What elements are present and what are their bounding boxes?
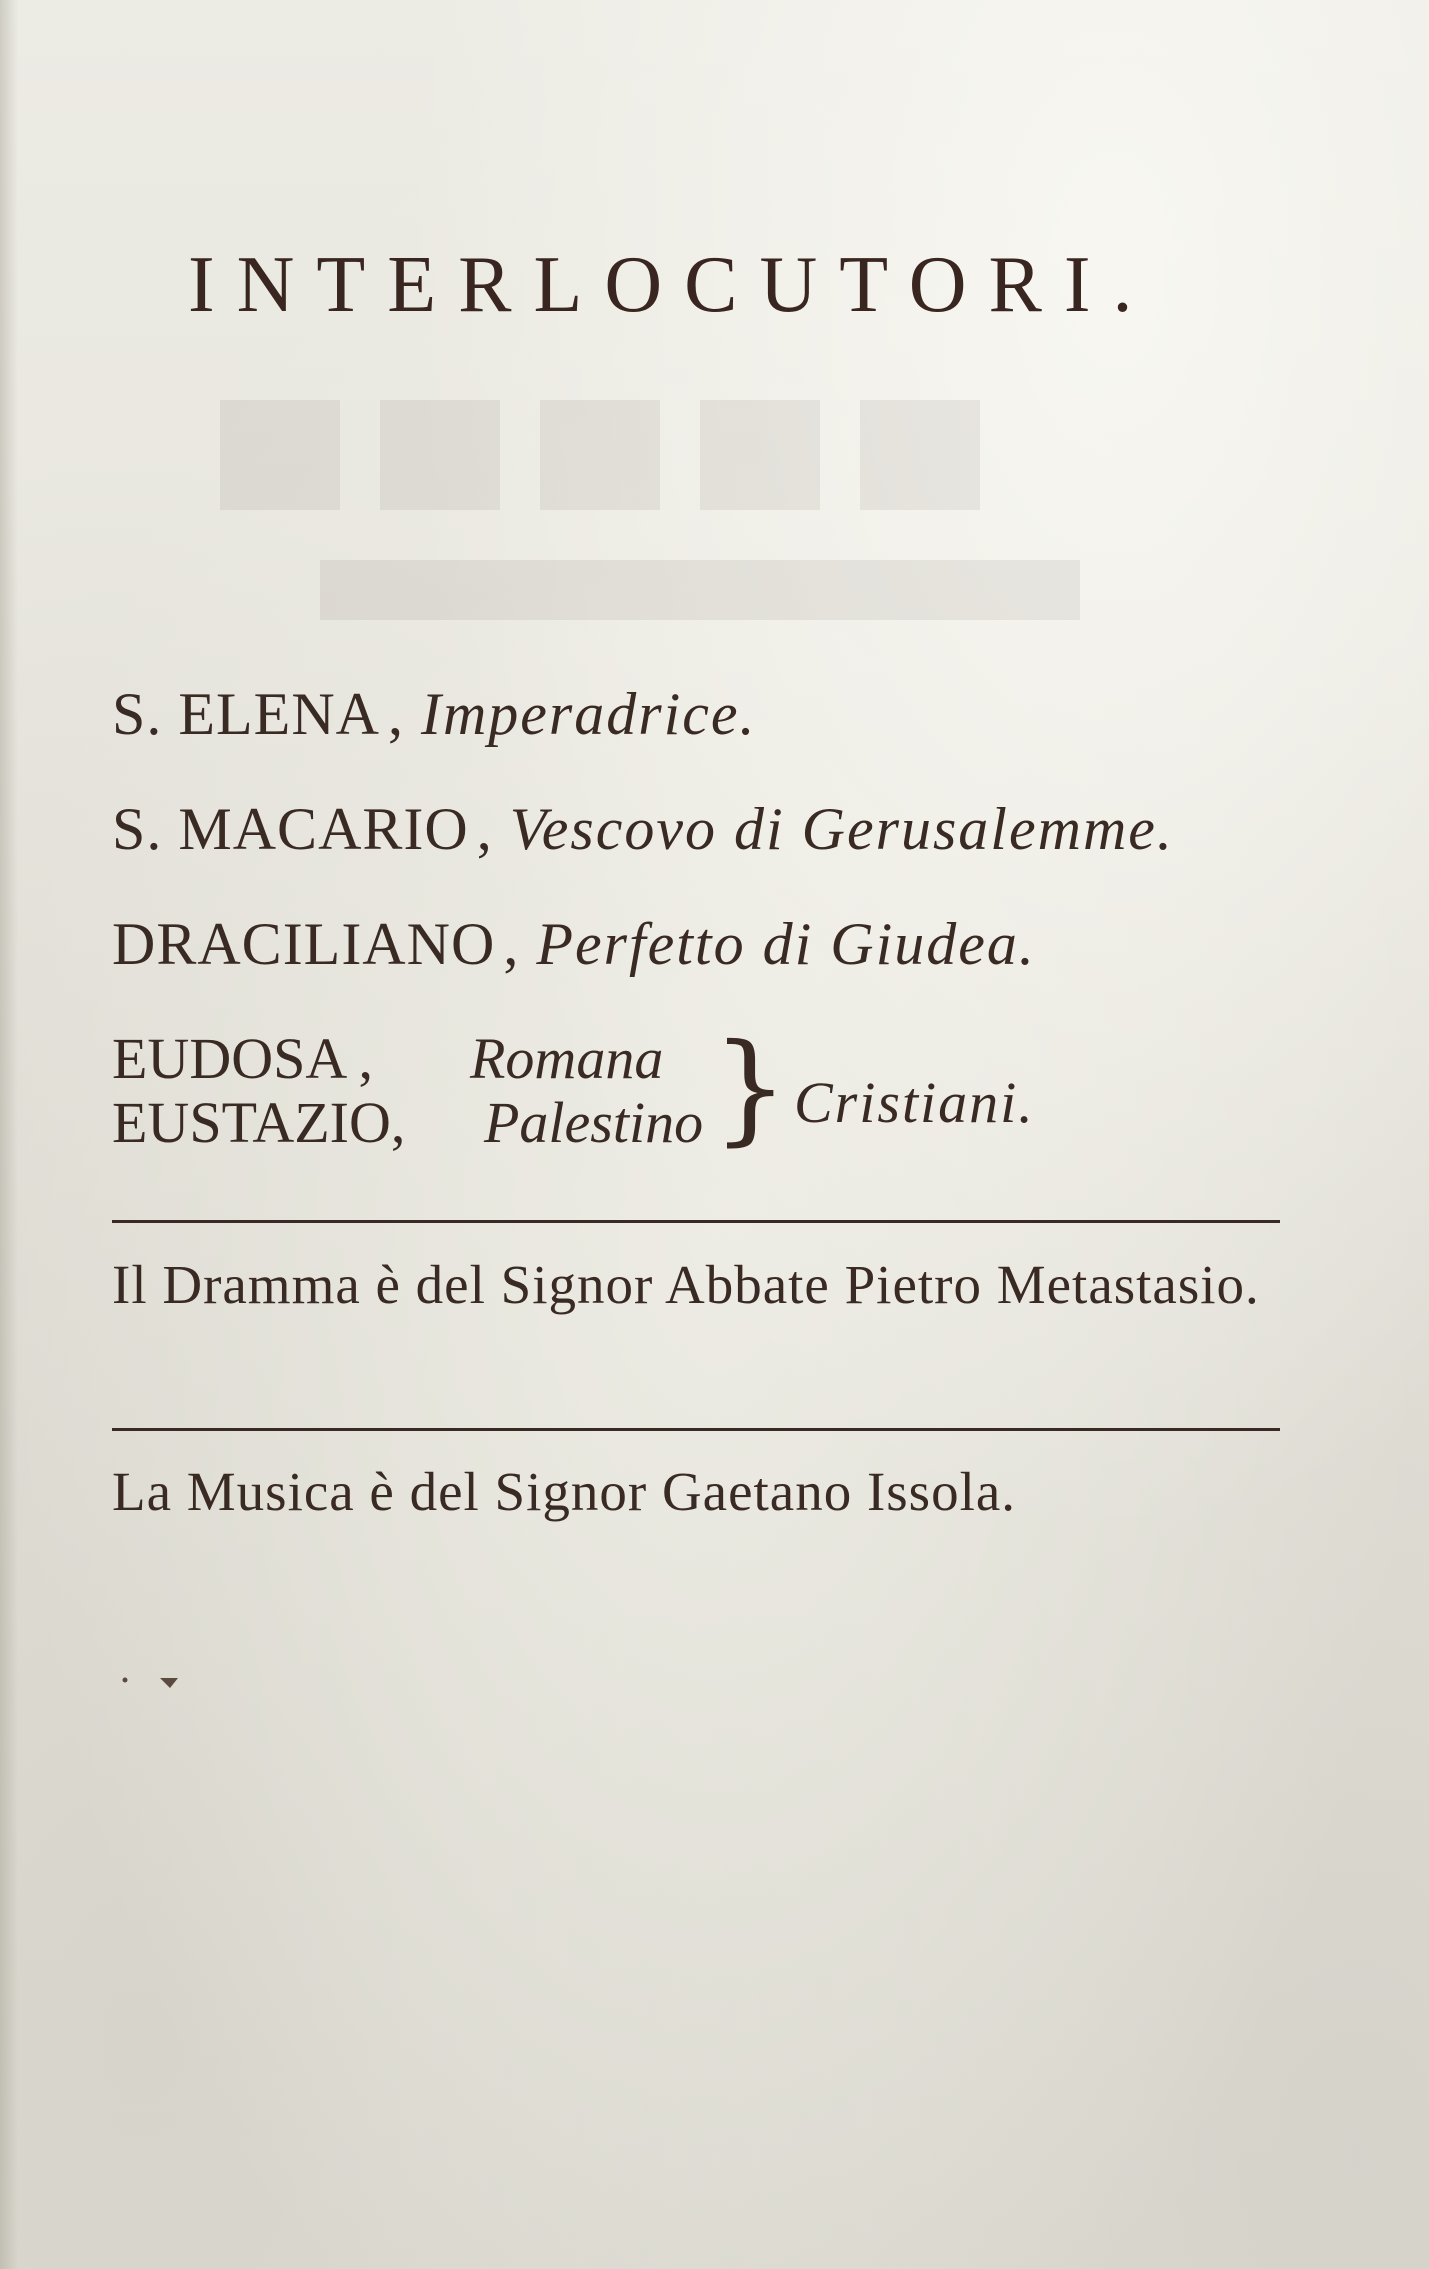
libretto-credit: Il Dramma è del Signor Abbate Pietro Metastasio. <box>112 1254 1260 1315</box>
character-role: Perfetto di Giudea. <box>536 911 1036 977</box>
page-edge-shadow <box>0 0 18 2269</box>
group-member-role: Palestino <box>484 1090 704 1155</box>
grouping-brace: } <box>712 1019 789 1158</box>
character-group <box>112 1019 1112 1165</box>
comma-separator: , <box>476 796 492 862</box>
show-through-text <box>200 380 1200 680</box>
character-row <box>112 795 1174 864</box>
ink-speck <box>120 1672 190 1692</box>
comma-separator: , <box>503 911 519 977</box>
character-row <box>112 680 757 749</box>
divider-rule <box>112 1428 1280 1431</box>
character-name: S. ELENA <box>112 681 380 747</box>
music-credit: La Musica è del Signor Gaetano Issola. <box>112 1461 1017 1522</box>
character-name: S. MACARIO <box>112 796 469 862</box>
group-shared-role: Cristiani. <box>794 1070 1035 1135</box>
character-role: Vescovo di Gerusalemme. <box>509 796 1174 862</box>
group-member-name: EUDOSA , <box>112 1026 374 1091</box>
character-name: DRACILIANO <box>112 911 496 977</box>
comma-separator: , <box>387 681 403 747</box>
page-title: INTERLOCUTORI. <box>188 241 1155 329</box>
character-role: Imperadrice. <box>420 681 757 747</box>
group-member-role: Romana <box>470 1026 664 1091</box>
group-member-name: EUSTAZIO, <box>112 1090 406 1155</box>
character-row <box>112 910 1036 979</box>
divider-rule <box>112 1220 1280 1223</box>
